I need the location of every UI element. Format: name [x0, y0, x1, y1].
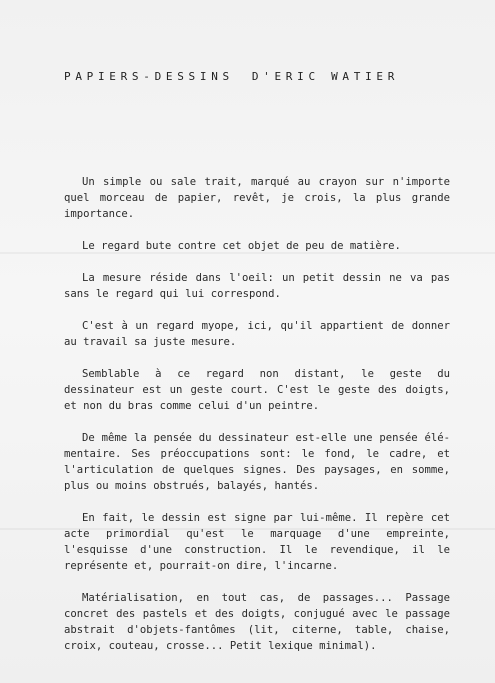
paragraph: Matérialisation, en tout cas, de passages... Passage concret des pastels et des doigts, conjugué avec le passage abstrait d'objets-fantômes (lit, citerne, table, chaise, croix, couteau, crosse... Petit lexique minimal).: [64, 592, 450, 652]
page-title: [64, 70, 444, 83]
paragraph: Le regard bute contre cet objet de peu de matière.: [82, 240, 401, 252]
paragraph: C'est à un regard myope, ici, qu'il appartient de donner au travail sa juste mesure.: [64, 320, 450, 348]
paragraph: Semblable à ce regard non distant, le geste du dessinateur est un geste court. C'est le geste des doigts, et non du bras comme celui d'un peintre.: [64, 368, 450, 412]
document-body: [64, 174, 450, 654]
title-left: PAPIERS-DESSINS: [64, 70, 234, 83]
paragraph: La mesure réside dans l'oeil: un petit dessin ne va pas sans le regard qui lui correspond.: [64, 272, 450, 300]
title-right: D'ERIC WATIER: [251, 70, 400, 83]
paragraph: Un simple ou sale trait, marqué au crayon sur n'importe quel morceau de papier, revêt, je crois, la plus grande importance.: [64, 176, 450, 220]
paragraph: De même la pensée du dessinateur est-elle une pensée élé-mentaire. Ses préoccupations sont: le fond, le cadre, et l'articulation de quelques signes. Des paysages, en somme, plus ou moins obstrués, balayés, hantés.: [64, 432, 450, 492]
paragraph: En fait, le dessin est signe par lui-même. Il repère cet acte primordial qu'est le marquage d'une empreinte, l'esquisse d'une construction. Il le revendique, il le représente et, pourrait-on dire, l'incarne.: [64, 512, 450, 572]
